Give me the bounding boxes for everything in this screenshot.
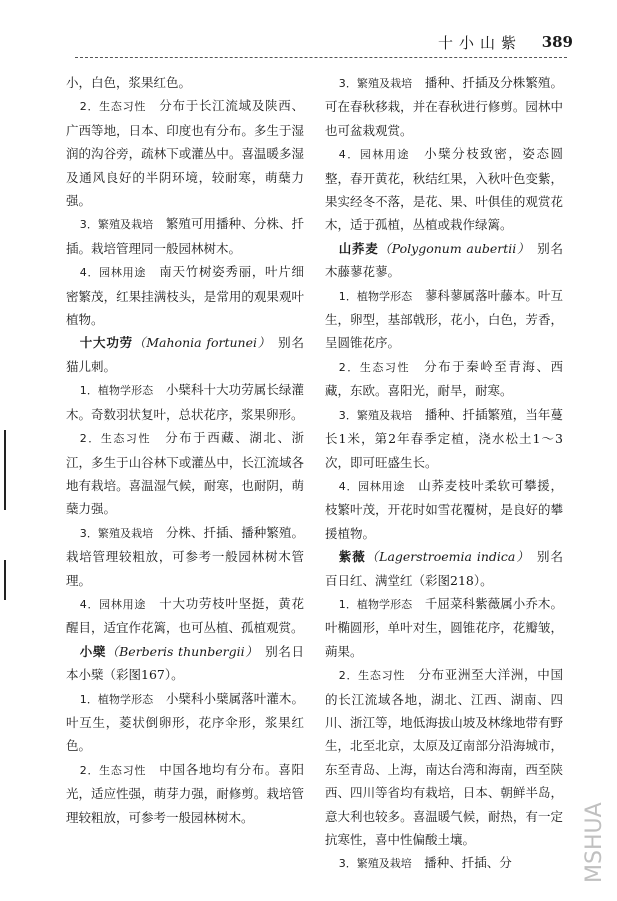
- alias-text: 别名日本小檗（彩图167）。: [66, 643, 304, 683]
- section-label: 4．园林用途: [338, 148, 411, 162]
- paragraph-text: 蓼科蓼属落叶藤本。叶互生，卵型，基部戟形，花小，白色，芳香，呈圆锥花序。: [325, 287, 563, 351]
- entry-name: 小檗: [79, 643, 106, 659]
- right-column: [325, 71, 563, 876]
- paragraph-text: 中国各地均有分布。喜阳光，适应性强，萌芽力强，耐修剪。栽培管理较粗放，可参考一般园林树木。: [66, 761, 304, 825]
- paragraph-text: 分株、扦插、播种繁殖。栽培管理较粗放，可参考一般园林树木管理。: [66, 524, 304, 588]
- entry-heading: [66, 640, 304, 687]
- paragraph: [66, 426, 304, 521]
- paragraph-text: 南天竹树姿秀丽，叶片细密繁茂，红果挂满枝头，是常用的观果观叶植物。: [66, 264, 304, 328]
- section-label: 4．园林用途: [338, 479, 406, 493]
- paragraph: [325, 663, 563, 851]
- paragraph: [325, 403, 563, 474]
- paragraph-text: 播种、扦插繁殖，当年蔓长1米，第2年春季定植，浇水松土1～3次，即可旺盛生长。: [325, 406, 563, 470]
- margin-mark: [4, 560, 9, 600]
- latin-name: （Polygonum aubertii）: [378, 240, 524, 256]
- paragraph-text: 十大功劳枝叶坚挺，黄花醒目，适宜作花篱，也可丛植、孤植观赏。: [66, 595, 304, 636]
- entry-heading: [325, 545, 563, 592]
- watermark: [579, 775, 607, 885]
- paragraph: [325, 592, 563, 663]
- section-label: 2．生态习性: [79, 763, 147, 777]
- paragraph: [325, 284, 563, 355]
- section-label: 1．植物学形态: [79, 384, 154, 398]
- section-label: 2．生态习性: [338, 360, 411, 374]
- paragraph-text: 分布于长江流域及陕西、广西等地，日本、印度也有分布。多生于湿润的沟谷旁，疏林下或灌丛中。喜温暖多湿及通风良好的半阴环境，较耐寒，萌蘖力强。: [66, 98, 304, 209]
- paragraph-text: 小檗分枝致密，姿态圆整，春开黄花，秋结红果，入秋叶色变紫，果实经冬不落，是花、果、叶俱佳的观赏花木，适于孤植，丛植或栽作绿篱。: [325, 146, 563, 233]
- latin-name: （Mahonia fortunei）: [132, 335, 265, 351]
- section-label: 3．繁殖及栽培: [338, 857, 412, 871]
- margin-mark: [4, 430, 9, 510]
- section-label: 1．植物学形态: [338, 289, 413, 303]
- paragraph-text: 小檗科十大功劳属长绿灌木。奇数羽状复叶，总状花序，浆果卵形。: [66, 382, 304, 422]
- paragraph-text: 繁殖可用播种、分株、扦插。栽培管理同一般园林树木。: [66, 216, 304, 256]
- entry-heading: [66, 331, 304, 378]
- section-label: 1．植物学形态: [338, 597, 413, 611]
- section-label: 3．繁殖及栽培: [338, 408, 413, 422]
- paragraph-text: 小，白色，浆果红色。: [66, 75, 192, 90]
- alias-text: 别名百日红、满堂红（彩图218）。: [325, 549, 563, 588]
- paragraph-text: 播种、扦插、分: [424, 855, 512, 871]
- paragraph: [66, 212, 304, 260]
- paragraph: [325, 142, 563, 237]
- paragraph-text: 山荞麦枝叶柔软可攀援，枝繁叶茂，开花时如雪花覆树，是良好的攀援植物。: [325, 477, 563, 541]
- section-label: 4．园林用途: [79, 266, 147, 280]
- paragraph: [66, 260, 304, 331]
- paragraph: [66, 71, 304, 94]
- paragraph: [66, 521, 304, 592]
- section-label: 2．生态习性: [79, 100, 147, 114]
- section-label: 2．生态习性: [338, 669, 406, 683]
- section-label: 4．园林用途: [79, 597, 147, 611]
- header-rule: [75, 57, 567, 58]
- paragraph-text: 分布于秦岭至青海、西藏，东欧。喜阳光，耐旱，耐寒。: [325, 358, 563, 399]
- paragraph-text: 小檗科小檗属落叶灌木。叶互生，菱状倒卵形，花序伞形，浆果红色。: [66, 690, 304, 754]
- alias-text: 别名猫儿刺。: [66, 335, 304, 374]
- paragraph: [66, 687, 304, 758]
- left-column: [66, 71, 304, 829]
- paragraph: [325, 71, 563, 142]
- page-number: 389: [541, 33, 573, 51]
- section-label: 3．繁殖及栽培: [79, 218, 154, 232]
- paragraph: [66, 94, 304, 212]
- paragraph-text: 分布于西藏、湖北、浙江，多生于山谷林下或灌丛中，长江流域各地有栽培。喜温湿气候，耐寒，也耐阴，萌蘖力强。: [66, 430, 304, 517]
- paragraph: [66, 378, 304, 426]
- page-header: [0, 0, 617, 60]
- latin-name: （Berberis thunbergii）: [106, 643, 253, 659]
- paragraph-text: 分布亚洲至大洋洲，中国的长江流域各地，湖北、江西、湖南、四川、浙江等，地低海拔山坡及林缘地带有野生，北至北京，太原及辽南部分沿海城市，东至青岛、上海，南达台湾和海南，西至陕西、四川等省均有栽培，日本、朝鲜半岛，意大利也较多。喜温暖气候，耐热，有一定抗寒性，喜中性偏酸土壤。: [325, 667, 563, 847]
- alias-text: 别名木藤蓼花蓼。: [325, 240, 563, 280]
- entry-name: 十大功劳: [79, 335, 133, 351]
- paragraph: [325, 474, 563, 545]
- entry-name: 紫薇: [338, 549, 366, 565]
- paragraph-text: 播种、扦插及分株繁殖。可在春秋移栽，并在春秋进行修剪。园林中也可盆栽观赏。: [325, 75, 563, 138]
- section-label: 1．植物学形态: [79, 692, 154, 706]
- paragraph: [325, 851, 563, 875]
- latin-name: （Lagerstroemia indica）: [365, 549, 524, 565]
- paragraph: [66, 758, 304, 829]
- section-label: 2．生态习性: [79, 432, 152, 446]
- paragraph: [325, 355, 563, 403]
- section-label: 3．繁殖及栽培: [79, 526, 154, 540]
- running-title: 十小山紫: [437, 34, 522, 52]
- entry-heading: [325, 237, 563, 284]
- watermark-text: MSHUA: [582, 802, 607, 883]
- paragraph: [66, 592, 304, 640]
- section-label: 3．繁殖及栽培: [338, 77, 413, 90]
- entry-name: 山荞麦: [338, 240, 379, 256]
- paragraph-text: 千屈菜科紫薇属小乔木。叶椭圆形，单叶对生，圆锥花序，花瓣皱，蒴果。: [325, 595, 563, 659]
